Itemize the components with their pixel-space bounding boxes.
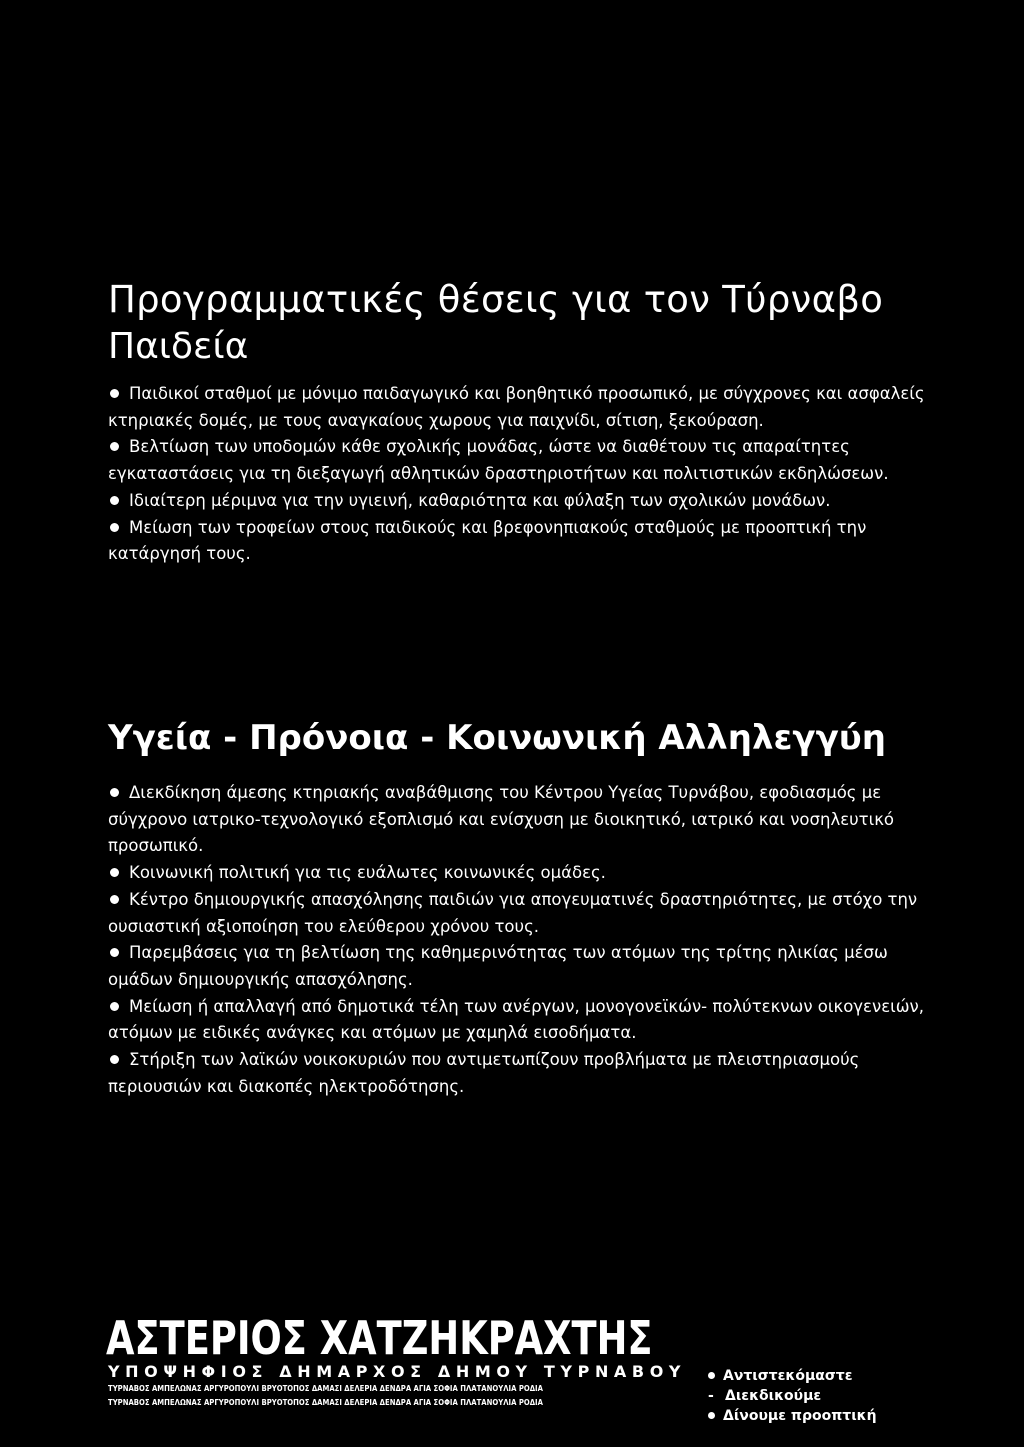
document-title: Προγραμματικές θέσεις για τον Τύρναβο (108, 278, 884, 321)
list-item-text: Στήριξη των λαϊκών νοικοκυριών που αντιμετωπίζουν προβλήματα με πλειστηριασμούς περιουσιών και διακοπές ηλεκτροδότησης. (108, 1050, 860, 1096)
slogan-text: Διεκδικούμε (725, 1388, 822, 1404)
health-heading: Υγεία - Πρόνοια - Κοινωνική Αλληλεγγύη (108, 718, 886, 758)
slogan-list (706, 1366, 877, 1426)
list-item (108, 515, 926, 568)
education-list (108, 381, 926, 568)
list-item (108, 887, 926, 940)
list-item-text: Βελτίωση των υποδομών κάθε σχολικής μονάδας, ώστε να διαθέτουν τις απαραίτητες εγκαταστάσεις για τη διεξαγωγή αθλητικών δραστηριοτήτων και πολιτιστικών εκδηλώσεων. (108, 437, 889, 484)
list-item-text: Μείωση των τροφείων στους παιδικούς και βρεφονηπιακούς σταθμούς με προοπτική την κατάργησή τους. (108, 517, 867, 564)
list-item-text: Κέντρο δημιουργικής απασχόλησης παιδιών για απογευματινές δραστηριότητες, με στόχο την ουσιαστική αξιοποίηση του ελεύθερου χρόνου τους. (108, 889, 918, 936)
list-item-text: Διεκδίκηση άμεσης κτηριακής αναβάθμισης του Κέντρου Υγείας Τυρνάβου, εφοδιασμός με σύγχρονο ιατρικο-τεχνολογικό εξοπλισμό και ενίσχυση με διοικητικό, ιατρικό και νοσηλευτικό προσωπικό. (108, 783, 895, 856)
list-item (108, 434, 926, 487)
list-item (108, 780, 926, 860)
bullet-icon (110, 389, 119, 398)
bullet-icon (708, 1372, 715, 1379)
bullet-icon (110, 895, 119, 904)
list-item-text: Ιδιαίτερη μέριμνα για την υγιεινή, καθαριότητα και φύλαξη των σχολικών μονάδων. (129, 490, 831, 510)
bullet-icon (110, 868, 119, 877)
bullet-icon (110, 442, 119, 451)
candidate-name: ΑΣΤΕΡΙΟΣ ΧΑΤΖΗΚΡΑΧΤΗΣ (106, 1311, 653, 1365)
slogan-text: Δίνουμε προοπτική (723, 1408, 877, 1424)
slogan-item (706, 1386, 877, 1406)
list-item-text: Παρεμβάσεις για τη βελτίωση της καθημερινότητας των ατόμων της τρίτης ηλικίας μέσω ομάδων δημιουργικής απασχόλησης. (108, 943, 888, 989)
list-item (108, 860, 926, 887)
list-item-text: Μείωση ή απαλλαγή από δημοτικά τέλη των ανέργων, μονογονεϊκών- πολύτεκνων οικογενειών, ατόμων με ειδικές ανάγκες και ατόμων με χαμηλά εισοδήματα. (108, 996, 924, 1043)
list-item (108, 940, 926, 993)
bullet-icon (708, 1412, 715, 1419)
villages-list: ΤΥΡΝΑΒΟΣ ΑΜΠΕΛΩΝΑΣ ΑΡΓΥΡΟΠΟΥΛΙ ΒΡΥΟΤΟΠΟΣ ΔΑΜΑΣΙ ΔΕΛΕΡΙΑ ΔΕΝΔΡΑ ΑΓΙΑ ΣΟΦΙΑ ΠΛΑΤΑΝΟΥΛΙΑ ΡΟΔΙΑ (108, 1384, 543, 1393)
education-heading: Παιδεία (108, 326, 249, 367)
dash-icon: - (708, 1388, 714, 1404)
candidate-role: ΥΠΟΨΗΦΙΟΣ ΔΗΜΑΡΧΟΣ ΔΗΜΟΥ ΤΥΡΝΑΒΟΥ (108, 1362, 687, 1381)
list-item-text: Παιδικοί σταθμοί με μόνιμο παιδαγωγικό και βοηθητικό προσωπικό, με σύγχρονες και ασφαλείς κτηριακές δομές, με τους αναγκαίους χωρους για παιχνίδι, σίτιση, ξεκούραση. (108, 384, 925, 430)
list-item (108, 1047, 926, 1100)
bullet-icon (110, 1002, 119, 1011)
slogan-item (706, 1406, 877, 1426)
bullet-icon (110, 523, 119, 532)
bullet-icon (110, 948, 119, 957)
bullet-icon (110, 496, 119, 505)
slogan-item (706, 1366, 877, 1386)
list-item (108, 488, 926, 515)
bullet-icon (110, 788, 119, 797)
list-item-text: Κοινωνική πολιτική για τις ευάλωτες κοινωνικές ομάδες. (129, 863, 606, 883)
slogan-text: Αντιστεκόμαστε (723, 1368, 853, 1384)
villages-list: ΤΥΡΝΑΒΟΣ ΑΜΠΕΛΩΝΑΣ ΑΡΓΥΡΟΠΟΥΛΙ ΒΡΥΟΤΟΠΟΣ ΔΑΜΑΣΙ ΔΕΛΕΡΙΑ ΔΕΝΔΡΑ ΑΓΙΑ ΣΟΦΙΑ ΠΛΑΤΑΝΟΥΛΙΑ ΡΟΔΙΑ (108, 1398, 543, 1407)
health-list (108, 780, 926, 1100)
list-item (108, 381, 926, 434)
bullet-icon (110, 1055, 119, 1064)
list-item (108, 994, 926, 1047)
